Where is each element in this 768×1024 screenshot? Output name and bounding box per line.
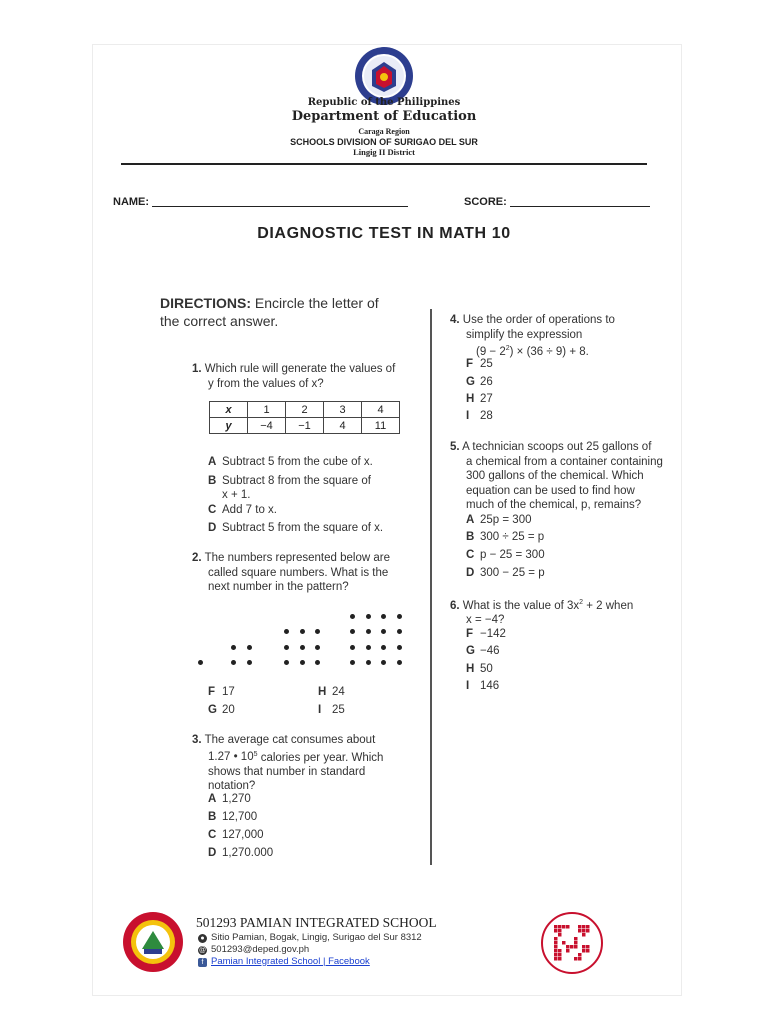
qr-cell xyxy=(570,945,574,949)
email-text: 501293@deped.gov.ph xyxy=(211,944,310,955)
question-text: calories per year. Which xyxy=(257,751,384,764)
option-i[interactable] xyxy=(466,410,493,422)
qr-cell xyxy=(566,949,570,953)
pattern-dot xyxy=(284,660,289,665)
exponent: 2 xyxy=(579,599,584,606)
column-divider xyxy=(430,309,432,865)
option-letter: G xyxy=(208,704,217,716)
question-text: y from the values of x? xyxy=(208,377,324,390)
option-text: 25 xyxy=(480,358,493,370)
pattern-dot xyxy=(381,645,386,650)
qr-cell xyxy=(582,929,586,933)
option-letter: I xyxy=(318,704,322,716)
option-letter: B xyxy=(466,531,475,543)
option-letter: H xyxy=(318,686,327,698)
option-letter: F xyxy=(466,628,474,640)
directions xyxy=(160,294,379,330)
option-text: Subtract 8 from the square of xyxy=(222,475,371,487)
pattern-dot xyxy=(350,660,355,665)
pattern-dot xyxy=(315,660,320,665)
option-text: 300 − 25 = p xyxy=(480,567,545,579)
option-letter: D xyxy=(466,567,475,579)
school-logo xyxy=(122,911,184,973)
name-field xyxy=(113,196,408,208)
pattern-dot xyxy=(247,645,252,650)
option-text: p − 25 = 300 xyxy=(480,549,545,561)
option-text: Subtract 5 from the cube of x. xyxy=(222,456,373,468)
qr-cell xyxy=(578,953,582,957)
option-letter: C xyxy=(208,504,217,516)
pattern-dot xyxy=(397,614,402,619)
table-cell: 4 xyxy=(362,402,400,418)
option-letter: F xyxy=(208,686,216,698)
qr-cell xyxy=(562,941,566,945)
facebook-line[interactable] xyxy=(198,956,370,967)
qr-cell xyxy=(554,941,558,945)
pattern-dot xyxy=(366,614,371,619)
pattern-dot xyxy=(247,660,252,665)
option-text: 25 xyxy=(332,704,345,716)
option-text: 1,270.000 xyxy=(222,847,274,859)
question-1 xyxy=(192,362,395,391)
option-g[interactable] xyxy=(466,645,500,657)
pattern-dot xyxy=(300,660,305,665)
qr-cell xyxy=(558,957,562,961)
pattern-dot xyxy=(315,645,320,650)
pattern-dot xyxy=(315,629,320,634)
option-text: 28 xyxy=(480,410,493,422)
address-line xyxy=(198,932,422,943)
question-2 xyxy=(192,551,390,595)
qr-cell xyxy=(574,941,578,945)
qr-cell xyxy=(558,925,562,929)
page-title: DIAGNOSTIC TEST IN MATH 10 xyxy=(257,225,511,242)
option-text: Add 7 to x. xyxy=(222,504,277,516)
table-header: x xyxy=(210,402,248,418)
table-header: y xyxy=(210,418,248,434)
directions-label: DIRECTIONS: xyxy=(160,295,251,311)
question-text: Use the order of operations to xyxy=(459,314,615,326)
qr-cell xyxy=(558,933,562,937)
pattern-dot xyxy=(366,660,371,665)
option-letter: I xyxy=(466,410,470,422)
option-b[interactable] xyxy=(208,811,257,823)
question-number: 4. xyxy=(450,314,460,326)
xy-values-table xyxy=(209,401,400,434)
qr-cell xyxy=(554,929,558,933)
qr-cell xyxy=(578,957,582,961)
option-i[interactable] xyxy=(466,680,499,692)
option-text: 146 xyxy=(480,680,500,692)
question-text: shows that number in standard xyxy=(208,765,366,778)
pattern-dot xyxy=(300,629,305,634)
option-text: 127,000 xyxy=(222,829,264,841)
option-letter: A xyxy=(208,456,217,468)
table-cell: 2 xyxy=(286,402,324,418)
pattern-dot xyxy=(366,645,371,650)
option-h[interactable] xyxy=(318,686,345,698)
pattern-dot xyxy=(350,645,355,650)
question-text: 1.27 • 10 xyxy=(208,751,254,764)
qr-cell xyxy=(574,957,578,961)
option-text: 27 xyxy=(480,393,493,405)
question-text: (9 − 2 xyxy=(476,345,506,358)
district-line: Lingig II District xyxy=(353,147,415,157)
question-text: simplify the expression xyxy=(466,328,583,341)
option-f[interactable] xyxy=(208,686,235,698)
pattern-dot xyxy=(231,645,236,650)
pattern-dot xyxy=(198,660,203,665)
qr-cell xyxy=(554,945,558,949)
option-c[interactable] xyxy=(208,504,277,516)
pattern-dot xyxy=(231,660,236,665)
question-text: next number in the pattern? xyxy=(208,581,349,593)
pattern-dot xyxy=(397,629,402,634)
exponent: 2 xyxy=(505,345,510,352)
option-b[interactable] xyxy=(208,474,371,502)
qr-cell xyxy=(554,957,558,961)
option-g[interactable] xyxy=(208,704,235,716)
header-divider xyxy=(121,163,647,165)
pattern-dot xyxy=(366,629,371,634)
table-cell: 3 xyxy=(324,402,362,418)
facebook-icon: f xyxy=(198,958,207,967)
qr-cell xyxy=(582,949,586,953)
question-text: Which rule will generate the values of xyxy=(201,363,396,375)
directions-text-2: the correct answer. xyxy=(160,313,279,329)
division-line: SCHOOLS DIVISION OF SURIGAO DEL SUR xyxy=(290,137,478,147)
location-icon: ● xyxy=(198,934,207,943)
exponent: 5 xyxy=(253,750,258,758)
score-label: SCORE: xyxy=(464,196,507,208)
option-letter: D xyxy=(208,522,217,534)
option-letter: C xyxy=(466,549,475,561)
option-d[interactable] xyxy=(208,522,383,534)
question-text: 300 gallons of the chemical. Which xyxy=(466,470,644,482)
option-text: 1,270 xyxy=(222,793,251,805)
region-line: Caraga Region xyxy=(358,127,410,136)
option-text: −46 xyxy=(480,645,500,657)
option-letter: C xyxy=(208,829,217,841)
option-a[interactable] xyxy=(208,793,251,805)
pattern-dot xyxy=(284,645,289,650)
republic-line: Republic of the Philippines xyxy=(307,97,461,108)
email-line xyxy=(198,944,309,955)
name-label: NAME: xyxy=(113,196,150,208)
option-letter: D xyxy=(208,847,217,859)
question-number: 5. xyxy=(450,441,460,453)
pattern-dot xyxy=(381,629,386,634)
option-i[interactable] xyxy=(318,704,345,716)
question-text: notation? xyxy=(208,780,256,793)
question-text: + 2 when xyxy=(583,599,634,612)
name-blank xyxy=(152,196,408,207)
pattern-dot xyxy=(397,645,402,650)
option-text: 26 xyxy=(480,376,493,388)
qr-cell xyxy=(586,925,590,929)
table-row xyxy=(210,418,400,434)
table-row xyxy=(210,402,400,418)
question-text: ) × (36 ÷ 9) + 8. xyxy=(509,345,589,358)
question-number: 1. xyxy=(192,363,202,375)
question-text: much of the chemical, p, remains? xyxy=(466,499,642,511)
table-cell: 11 xyxy=(362,418,400,434)
option-letter: F xyxy=(466,358,474,370)
option-letter: B xyxy=(208,811,217,823)
qr-cell xyxy=(558,929,562,933)
email-icon: @ xyxy=(198,947,207,954)
option-letter: A xyxy=(208,793,217,805)
qr-cell xyxy=(586,929,590,933)
qr-cell xyxy=(554,925,558,929)
option-letter: I xyxy=(466,680,470,692)
qr-cell xyxy=(566,925,570,929)
pattern-dot xyxy=(350,614,355,619)
qr-cell xyxy=(582,925,586,929)
option-letter: H xyxy=(466,663,475,675)
facebook-link[interactable]: Pamian Integrated School | Facebook xyxy=(211,956,370,967)
qr-cell xyxy=(554,937,558,941)
qr-cell xyxy=(558,953,562,957)
document-page xyxy=(92,44,682,996)
question-text: What is the value of 3x xyxy=(459,599,580,612)
option-h[interactable] xyxy=(466,663,493,675)
question-number: 2. xyxy=(192,552,202,564)
option-letter: H xyxy=(466,393,475,405)
option-letter: G xyxy=(466,376,475,388)
question-text: A technician scoops out 25 gallons of xyxy=(459,441,652,453)
option-b[interactable] xyxy=(466,531,544,543)
option-d[interactable] xyxy=(466,567,545,579)
pattern-dot xyxy=(284,629,289,634)
option-text: 25p = 300 xyxy=(480,514,532,526)
qr-cell xyxy=(586,945,590,949)
question-text: called square numbers. What is the xyxy=(208,566,389,579)
qr-cell xyxy=(554,949,558,953)
question-text: equation can be used to find how xyxy=(466,484,635,497)
question-number: 6. xyxy=(450,599,460,612)
option-letter: G xyxy=(466,645,475,657)
score-blank xyxy=(510,196,650,207)
option-text: 24 xyxy=(332,686,345,698)
option-f[interactable] xyxy=(466,358,493,370)
question-text: a chemical from a container containing xyxy=(466,455,663,468)
question-text: The average cat consumes about xyxy=(201,734,376,746)
option-a[interactable] xyxy=(466,514,531,526)
question-text: The numbers represented below are xyxy=(201,552,390,564)
pattern-dot xyxy=(350,629,355,634)
option-letter: B xyxy=(208,475,217,487)
table-cell: −1 xyxy=(286,418,324,434)
option-f[interactable] xyxy=(466,628,506,640)
qr-cell xyxy=(578,925,582,929)
table-cell: 4 xyxy=(324,418,362,434)
table-cell: −4 xyxy=(248,418,286,434)
department-line: Department of Education xyxy=(291,109,477,124)
qr-cell xyxy=(574,937,578,941)
qr-cell xyxy=(566,945,570,949)
qr-code xyxy=(540,911,604,975)
option-d[interactable] xyxy=(208,847,273,859)
option-text: 50 xyxy=(480,663,493,675)
qr-cell xyxy=(558,949,562,953)
pattern-dot xyxy=(300,645,305,650)
qr-cell xyxy=(554,953,558,957)
directions-text: Encircle the letter of xyxy=(251,295,379,311)
question-number: 3. xyxy=(192,734,202,746)
option-text: 300 ÷ 25 = p xyxy=(480,531,545,543)
qr-cell xyxy=(586,949,590,953)
pattern-dot xyxy=(397,660,402,665)
option-letter: A xyxy=(466,514,475,526)
option-text: 12,700 xyxy=(222,811,258,823)
option-c[interactable] xyxy=(466,549,545,561)
score-field xyxy=(464,196,650,208)
option-g[interactable] xyxy=(466,376,493,388)
option-text: −142 xyxy=(480,628,506,640)
option-text: x + 1. xyxy=(222,489,251,501)
question-5 xyxy=(450,440,663,513)
qr-cell xyxy=(582,933,586,937)
option-c[interactable] xyxy=(208,829,264,841)
qr-cell xyxy=(574,945,578,949)
option-h[interactable] xyxy=(466,393,493,405)
address-text: Sitio Pamian, Bogak, Lingig, Surigao del Sur 8312 xyxy=(211,932,422,943)
option-text: Subtract 5 from the square of x. xyxy=(222,522,384,534)
option-text: 20 xyxy=(222,704,235,716)
qr-cell xyxy=(578,929,582,933)
question-3 xyxy=(192,733,383,794)
option-a[interactable] xyxy=(208,456,373,468)
pattern-dot xyxy=(381,614,386,619)
option-text: 17 xyxy=(222,686,235,698)
table-cell: 1 xyxy=(248,402,286,418)
qr-cell xyxy=(562,925,566,929)
question-text: x = −4? xyxy=(466,614,505,627)
qr-cell xyxy=(582,945,586,949)
question-4 xyxy=(450,313,615,359)
pattern-dot xyxy=(381,660,386,665)
question-6 xyxy=(450,596,633,628)
school-name: 501293 PAMIAN INTEGRATED SCHOOL xyxy=(196,915,437,930)
